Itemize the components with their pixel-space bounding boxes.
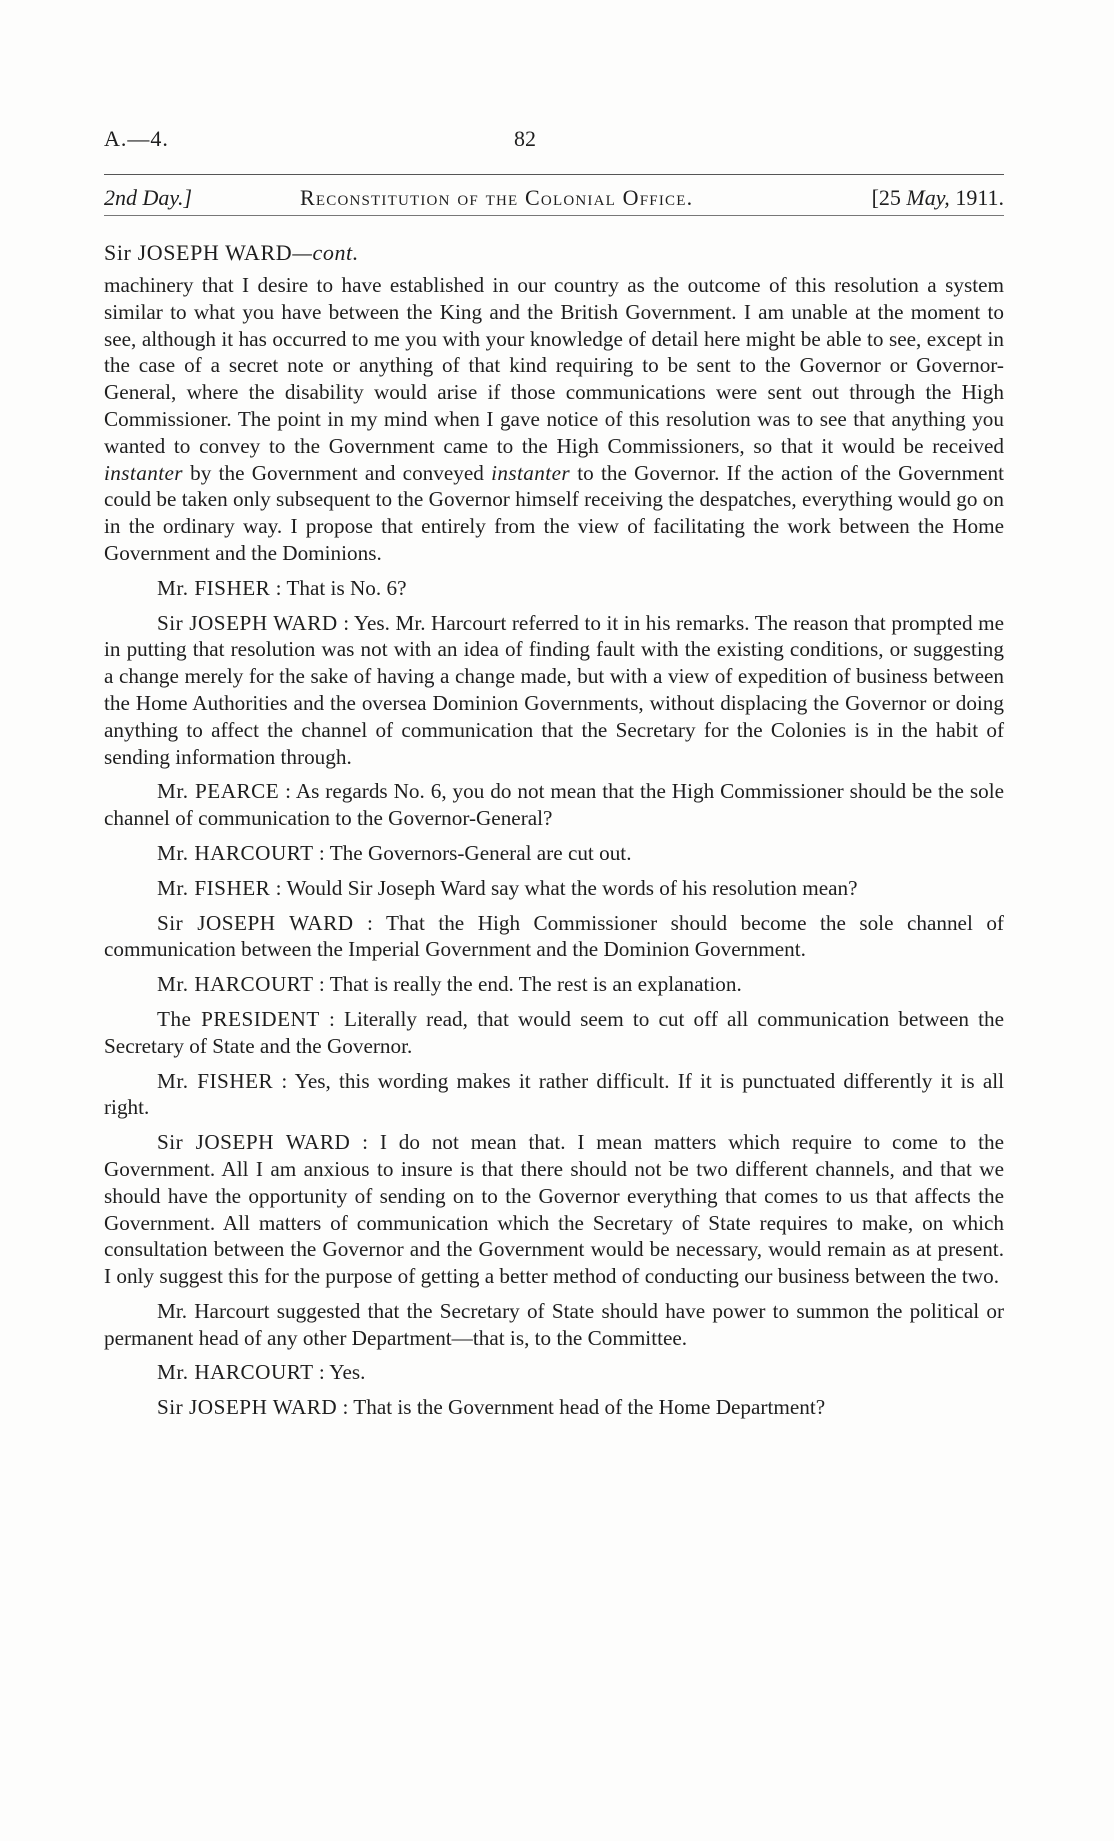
continued-speaker-heading xyxy=(104,240,1004,266)
exchange-text: Literally read, that would seem to cut off all communication between the Secretary of State and the Governor. xyxy=(104,1006,1004,1058)
exchange-paragraph: Mr. HARCOURT : That is really the end. The rest is an explanation. xyxy=(157,972,742,997)
date-prefix: [25 xyxy=(871,185,907,210)
exchange-text: The Governors-General are cut out. xyxy=(329,840,632,865)
opening-text-a: machinery that I desire to have established in our country as the outcome of this resolution a system similar to what you have between the King and the British Government. I am unable at the moment to see, although it has occurred to me you with your knowledge of detail here might be able to see, except in the case of a secret note or anything of that kind requiring to be sent to the Governor or Governor-General, where the disability would arise if those communications were sent out through the High Commissioner. The point in my mind when I gave notice of this resolution was to see that anything you wanted to convey to the Government came to the High Commissioners, so that it would be received xyxy=(104,273,1004,458)
running-head xyxy=(104,175,1004,215)
exchange-paragraph: Mr. HARCOURT : Yes. xyxy=(157,1360,366,1385)
exchange-paragraph: Sir JOSEPH WARD : Yes. Mr. Harcourt referred to it in his remarks. The reason that prompted me in putting that resolution was not with an idea of finding fault with the existing conditions, or suggesting a change merely for the sake of having a change made, but with a view of expedition of business between the Home Authorities and the oversea Dominion Governments, without displacing the Governor or doing anything to affect the channel of communication that the Secretary for the Colonies is in the habit of sending information through. xyxy=(104,610,1004,769)
exchange-text: As regards No. 6, you do not mean that the High Commissioner should be the sole channel of communication to the Governor-General? xyxy=(104,779,1004,831)
exchange-speaker: Mr. HARCOURT xyxy=(157,972,314,997)
exchange-text: Yes. Mr. Harcourt referred to it in his remarks. The reason that prompted me in putting that resolution was not with an idea of finding fault with the existing conditions, or suggesting a change merely for the sake of having a change made, but with a view of expedition of business between the Home Authorities and the oversea Dominion Governments, without displacing the Governor or doing anything to affect the channel of communication that the Secretary for the Colonies is in the habit of sending information through. xyxy=(104,610,1004,769)
exchange-paragraph: Mr. PEARCE : As regards No. 6, you do not mean that the High Commissioner should be the sole channel of communication to the Governor-General? xyxy=(104,779,1004,831)
exchange-speaker: Mr. FISHER xyxy=(157,575,271,600)
exchange-text: I do not mean that. I mean matters which require to come to the Government. All I am anxious to insure is that there should not be two different channels, and that we should have the opportunity of sending on to the Governor everything that comes to us that affects the Government. All matters of communication which the Secretary of State requires to make, on which consultation between the Governor and the Government would be necessary, would remain as at present. I only suggest this for the purpose of getting a better method of conducting our business between the two. xyxy=(104,1130,1004,1289)
narrative-paragraph: Mr. Harcourt suggested that the Secretary of State should have power to summon the political or permanent head of any other Department—that is, to the Committee. xyxy=(104,1298,1004,1350)
exchange-paragraph: The PRESIDENT : Literally read, that would seem to cut off all communication between the Secretary of State and the Governor. xyxy=(104,1006,1004,1058)
exchange-text: Yes, this wording makes it rather difficult. If it is punctuated differently it is all right. xyxy=(104,1068,1004,1120)
exchange-text: Yes. xyxy=(329,1360,366,1385)
exchange-text: Would Sir Joseph Ward say what the words of his resolution mean? xyxy=(286,875,858,900)
exchange-paragraph: Sir JOSEPH WARD : That the High Commissioner should become the sole channel of communication between the Imperial Government and the Dominion Government. xyxy=(104,910,1004,962)
exchange-speaker: Sir JOSEPH WARD xyxy=(157,1395,338,1420)
exchange-speaker: Sir JOSEPH WARD xyxy=(157,610,338,635)
exchange-speaker: Mr. FISHER xyxy=(157,1068,274,1093)
continued-speaker: Sir JOSEPH WARD xyxy=(104,240,293,265)
opening-emphasis-2: instanter xyxy=(491,460,571,485)
exchange-speaker: Mr. FISHER xyxy=(157,875,271,900)
opening-emphasis-1: instanter xyxy=(104,460,183,485)
page-top-line xyxy=(104,120,1004,160)
exchange-paragraph: Sir JOSEPH WARD : That is the Government head of the Home Department? xyxy=(157,1395,826,1420)
exchange-text: That the High Commissioner should become the sole channel of communication between the Imperial Government and the Dominion Government. xyxy=(104,910,1004,962)
exchange-paragraph: Mr. FISHER : Would Sir Joseph Ward say what the words of his resolution mean? xyxy=(157,875,858,900)
continued-mark: —cont. xyxy=(292,240,359,265)
exchange-speaker: Sir JOSEPH WARD xyxy=(157,1130,351,1155)
opening-paragraph xyxy=(104,272,1004,567)
page-number: 82 xyxy=(514,126,536,151)
exchange-speaker: Mr. HARCOURT xyxy=(157,840,314,865)
opening-text-c: to the Governor. If the action of the Government could be taken only subsequent to the Governor himself receiving the despatches, everything would go on in the ordinary way. I propose that entirely from the view of facilitating the work between the Home Government and the Dominions. xyxy=(104,460,1004,565)
exchange-speaker: Mr. PEARCE xyxy=(157,779,280,804)
exchange-speaker: Sir JOSEPH WARD xyxy=(157,910,354,935)
date-year: 1911. xyxy=(949,185,1004,210)
exchange-text: That is No. 6? xyxy=(286,575,407,600)
running-head-day: 2nd Day.] xyxy=(104,185,192,210)
exchange-paragraph: Sir JOSEPH WARD : I do not mean that. I mean matters which require to come to the Government. All I am anxious to insure is that there should not be two different channels, and that we should have the opportunity of sending on to the Governor everything that comes to us that affects the Government. All matters of communication which the Secretary of State requires to make, on which consultation between the Governor and the Government would be necessary, would remain as at present. I only suggest this for the purpose of getting a better method of conducting our business between the two. xyxy=(104,1130,1004,1289)
exchange-speaker: The PRESIDENT xyxy=(157,1006,320,1031)
opening-text-b: by the Government and conveyed xyxy=(182,460,492,485)
exchange-speaker: Mr. HARCOURT xyxy=(157,1360,314,1385)
exchange-paragraph: Mr. HARCOURT : The Governors-General are cut out. xyxy=(157,840,632,865)
exchange-text: That is really the end. The rest is an explanation. xyxy=(329,972,742,997)
exchange-text: That is the Government head of the Home Department? xyxy=(353,1395,826,1420)
header-rule-bottom xyxy=(104,215,1004,216)
date-month: May, xyxy=(906,185,950,210)
running-head-date xyxy=(872,185,1004,211)
document-reference: A.—4. xyxy=(104,126,169,151)
exchange-paragraph: Mr. FISHER : That is No. 6? xyxy=(157,575,407,600)
document-page xyxy=(104,120,1004,1429)
exchange-paragraph: Mr. FISHER : Yes, this wording makes it rather difficult. If it is punctuated differently it is all right. xyxy=(104,1068,1004,1120)
running-head-title: Reconstitution of the Colonial Office. xyxy=(300,185,694,210)
